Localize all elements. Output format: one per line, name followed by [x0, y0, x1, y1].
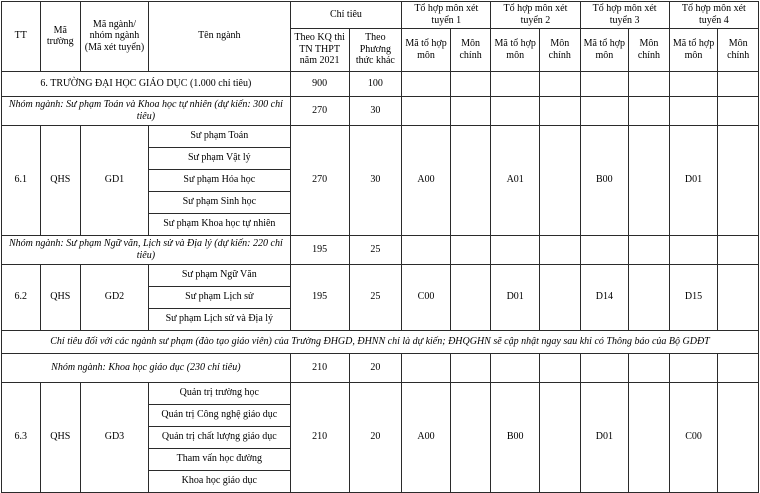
empty-cell [491, 96, 540, 125]
row-major-code: GD2 [81, 264, 149, 330]
note-row [2, 330, 759, 353]
group-heading-quota-exam: 270 [290, 96, 349, 125]
header-combo-group-1: Tổ hợp môn xét tuyển 1 [402, 2, 491, 29]
empty-cell [491, 353, 540, 382]
empty-cell [450, 71, 491, 96]
row-tt: 6.2 [2, 264, 41, 330]
row-quota-other: 25 [349, 264, 402, 330]
row-quota-exam: 270 [290, 125, 349, 235]
header-combo-group-4: Tổ hợp môn xét tuyển 4 [669, 2, 758, 29]
combo-code-2: D01 [491, 264, 540, 330]
header-major-code: Mã ngành/ nhóm ngành (Mã xét tuyển) [81, 2, 149, 72]
header-row-top [2, 2, 759, 29]
major-name: Sư phạm Lịch sử và Địa lý [148, 308, 290, 330]
empty-cell [718, 96, 759, 125]
empty-cell [629, 353, 670, 382]
major-name: Quản trị Công nghệ giáo dục [148, 404, 290, 426]
group-heading-label: Nhóm ngành: Sư phạm Ngữ văn, Lịch sử và Địa lý (dự kiến: 220 chỉ tiêu) [2, 235, 291, 264]
combo-main-2 [540, 264, 581, 330]
combo-main-4 [718, 382, 759, 492]
header-quota-exam: Theo KQ thi TN THPT năm 2021 [290, 28, 349, 71]
row-major-code: GD1 [81, 125, 149, 235]
major-name: Sư phạm Toán [148, 125, 290, 147]
combo-code-1: A00 [402, 125, 451, 235]
empty-cell [669, 96, 718, 125]
combo-code-3: D14 [580, 264, 629, 330]
header-combo-code-4: Mã tổ hợp môn [669, 28, 718, 71]
table-row [2, 264, 759, 286]
empty-cell [540, 235, 581, 264]
combo-main-1 [450, 264, 491, 330]
row-tt: 6.1 [2, 125, 41, 235]
empty-cell [402, 96, 451, 125]
row-quota-exam: 210 [290, 382, 349, 492]
row-school-code: QHS [40, 382, 81, 492]
empty-cell [540, 96, 581, 125]
empty-cell [718, 235, 759, 264]
group-heading-row [2, 353, 759, 382]
empty-cell [491, 71, 540, 96]
group-heading-quota-exam: 195 [290, 235, 349, 264]
empty-cell [669, 235, 718, 264]
group-heading-quota-other: 20 [349, 353, 402, 382]
group-heading-label: Nhóm ngành: Sư phạm Toán và Khoa học tự nhiên (dự kiến: 300 chỉ tiêu) [2, 96, 291, 125]
note-text: Chỉ tiêu đối với các ngành sư phạm (đào tạo giáo viên) của Trường ĐHGD, ĐHNN chỉ là dự kiến; ĐHQGHN sẽ cập nhật ngay sau khi có Thông báo của Bộ GDĐT [2, 330, 759, 353]
empty-cell [450, 96, 491, 125]
empty-cell [629, 235, 670, 264]
header-combo-main-1: Môn chính [450, 28, 491, 71]
group-heading-row [2, 235, 759, 264]
combo-code-4: D01 [669, 125, 718, 235]
major-name: Sư phạm Lịch sử [148, 286, 290, 308]
combo-code-2: B00 [491, 382, 540, 492]
table-row [2, 382, 759, 404]
combo-code-4: C00 [669, 382, 718, 492]
header-combo-main-3: Môn chính [629, 28, 670, 71]
row-quota-exam: 195 [290, 264, 349, 330]
combo-main-3 [629, 382, 670, 492]
header-combo-main-4: Môn chính [718, 28, 759, 71]
group-heading-quota-other: 25 [349, 235, 402, 264]
group-heading-row [2, 96, 759, 125]
table-header [2, 2, 759, 72]
empty-cell [402, 353, 451, 382]
row-major-code: GD3 [81, 382, 149, 492]
row-quota-other: 20 [349, 382, 402, 492]
combo-code-4: D15 [669, 264, 718, 330]
row-quota-other: 30 [349, 125, 402, 235]
table-body [2, 71, 759, 492]
header-quota-other: Theo Phương thức khác [349, 28, 402, 71]
header-combo-code-1: Mã tổ hợp môn [402, 28, 451, 71]
empty-cell [629, 71, 670, 96]
combo-main-2 [540, 382, 581, 492]
empty-cell [540, 71, 581, 96]
group-heading-quota-exam: 210 [290, 353, 349, 382]
empty-cell [580, 353, 629, 382]
combo-code-3: D01 [580, 382, 629, 492]
combo-main-2 [540, 125, 581, 235]
header-tt: TT [2, 2, 41, 72]
major-name: Sư phạm Khoa học tự nhiên [148, 213, 290, 235]
empty-cell [402, 71, 451, 96]
header-quota-group: Chỉ tiêu [290, 2, 401, 29]
major-name: Tham vấn học đường [148, 448, 290, 470]
header-combo-code-2: Mã tổ hợp môn [491, 28, 540, 71]
university-quota-exam: 900 [290, 71, 349, 96]
group-heading-quota-other: 30 [349, 96, 402, 125]
combo-main-3 [629, 125, 670, 235]
table-row [2, 125, 759, 147]
major-name: Quản trị trường học [148, 382, 290, 404]
group-heading-label: Nhóm ngành: Khoa học giáo dục (230 chỉ tiêu) [2, 353, 291, 382]
header-combo-code-3: Mã tổ hợp môn [580, 28, 629, 71]
major-name: Quản trị chất lượng giáo dục [148, 426, 290, 448]
empty-cell [450, 353, 491, 382]
empty-cell [450, 235, 491, 264]
university-title: 6. TRƯỜNG ĐẠI HỌC GIÁO DỤC (1.000 chỉ tiêu) [2, 71, 291, 96]
header-school-code: Mã trường [40, 2, 81, 72]
header-combo-group-2: Tổ hợp môn xét tuyển 2 [491, 2, 580, 29]
empty-cell [580, 235, 629, 264]
row-school-code: QHS [40, 125, 81, 235]
empty-cell [718, 71, 759, 96]
major-name: Sư phạm Ngữ Văn [148, 264, 290, 286]
combo-code-2: A01 [491, 125, 540, 235]
empty-cell [718, 353, 759, 382]
empty-cell [580, 71, 629, 96]
empty-cell [629, 96, 670, 125]
combo-main-4 [718, 264, 759, 330]
major-name: Sư phạm Sinh học [148, 191, 290, 213]
header-combo-group-3: Tổ hợp môn xét tuyển 3 [580, 2, 669, 29]
header-combo-main-2: Môn chính [540, 28, 581, 71]
combo-main-3 [629, 264, 670, 330]
admissions-quota-table [1, 1, 759, 493]
empty-cell [580, 96, 629, 125]
major-name: Sư phạm Vật lý [148, 147, 290, 169]
combo-code-3: B00 [580, 125, 629, 235]
combo-code-1: C00 [402, 264, 451, 330]
major-name: Khoa học giáo dục [148, 470, 290, 492]
university-row [2, 71, 759, 96]
major-name: Sư phạm Hóa học [148, 169, 290, 191]
combo-main-4 [718, 125, 759, 235]
empty-cell [491, 235, 540, 264]
empty-cell [669, 71, 718, 96]
row-tt: 6.3 [2, 382, 41, 492]
university-quota-other: 100 [349, 71, 402, 96]
combo-code-1: A00 [402, 382, 451, 492]
combo-main-1 [450, 382, 491, 492]
header-major-name: Tên ngành [148, 2, 290, 72]
empty-cell [402, 235, 451, 264]
empty-cell [669, 353, 718, 382]
empty-cell [540, 353, 581, 382]
row-school-code: QHS [40, 264, 81, 330]
combo-main-1 [450, 125, 491, 235]
